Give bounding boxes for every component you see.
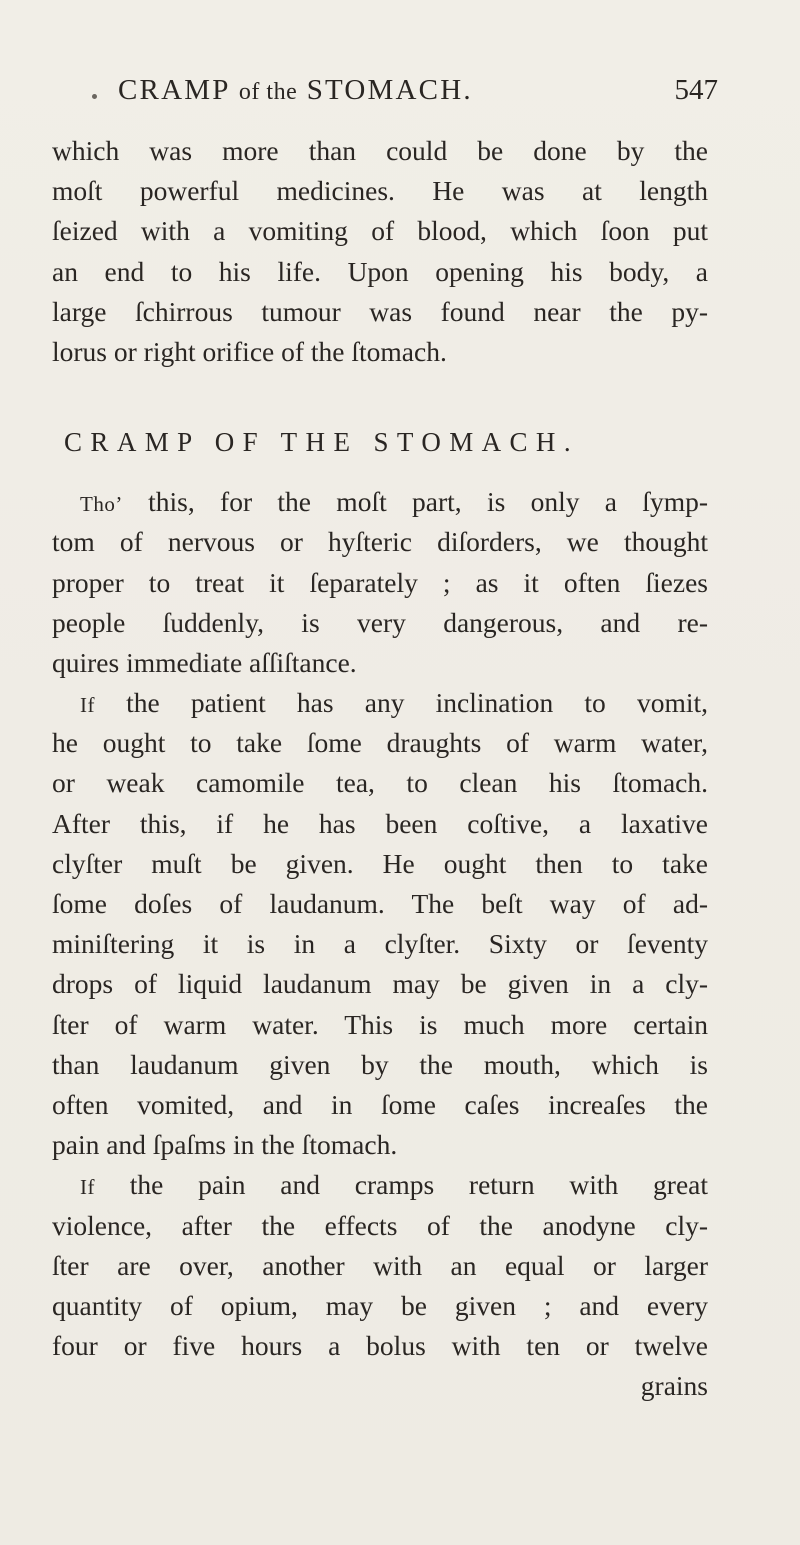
text-line: ſter are over, another with an equal or larger bbox=[52, 1249, 708, 1281]
page-number: 547 bbox=[674, 74, 718, 106]
text-line: four or five hours a bolus with ten or twelve bbox=[52, 1330, 708, 1362]
text-line: quantity of opium, may be given ; and every bbox=[52, 1289, 708, 1321]
text-line: moſt powerful medicines. He was at length bbox=[52, 175, 708, 207]
section-heading: CRAMP OF THE STOMACH. bbox=[64, 427, 579, 458]
first-line-rest: the patient has any inclination to vomit, bbox=[95, 687, 708, 719]
text-line: proper to treat it ſeparately ; as it often ſiezes bbox=[52, 566, 708, 598]
text-line: or weak camomile tea, to clean his ſtomach. bbox=[52, 767, 708, 799]
running-header bbox=[118, 74, 718, 114]
text-line bbox=[52, 683, 708, 723]
text-line: an end to his life. Upon opening his body, a bbox=[52, 255, 708, 287]
text-line: violence, after the effects of the anodyne cly- bbox=[52, 1209, 708, 1241]
text-line: After this, if he has been coſtive, a laxative bbox=[52, 807, 708, 839]
paragraph-continued bbox=[52, 131, 708, 372]
running-title-word-2: of the bbox=[238, 79, 298, 105]
text-line: often vomited, and in ſome caſes increaſes the bbox=[52, 1088, 708, 1120]
body-text bbox=[52, 131, 708, 1406]
text-line: tom of nervous or hyſteric diſorders, we thought bbox=[52, 526, 708, 558]
text-line: large ſchirrous tumour was found near the py- bbox=[52, 295, 708, 327]
paragraph-2 bbox=[52, 683, 708, 1165]
text-line: miniſtering it is in a clyſter. Sixty or ſeventy bbox=[52, 928, 708, 960]
text-line: drops of liquid laudanum may be given in a cly- bbox=[52, 968, 708, 1000]
text-line: lorus or right orifice of the ſtomach. bbox=[52, 335, 447, 367]
text-line: ſter of warm water. This is much more certain bbox=[52, 1008, 708, 1040]
running-title bbox=[118, 74, 473, 107]
text-line bbox=[52, 1165, 708, 1205]
small-caps-opening: If bbox=[80, 1175, 95, 1200]
text-line: pain and ſpaſms in the ſtomach. bbox=[52, 1129, 398, 1161]
text-line: he ought to take ſome draughts of warm water, bbox=[52, 727, 708, 759]
text-line: which was more than could be done by the bbox=[52, 135, 708, 166]
paragraph-3 bbox=[52, 1165, 708, 1366]
text-line: ſeized with a vomiting of blood, which ſoon put bbox=[52, 215, 708, 247]
paragraph-1 bbox=[52, 482, 708, 683]
text-line: people ſuddenly, is very dangerous, and re- bbox=[52, 606, 708, 638]
text-line: clyſter muſt be given. He ought then to take bbox=[52, 847, 708, 879]
text-line: than laudanum given by the mouth, which is bbox=[52, 1048, 708, 1080]
small-caps-opening: If bbox=[80, 693, 95, 718]
text-line bbox=[52, 482, 708, 522]
catchword: grains bbox=[640, 1370, 708, 1402]
running-title-word-1: CRAMP bbox=[118, 74, 230, 106]
first-line-rest: this, for the moſt part, is only a ſymp- bbox=[122, 486, 708, 518]
running-title-word-3: STOMACH. bbox=[306, 74, 473, 106]
text-line: ſome doſes of laudanum. The beſt way of ad- bbox=[52, 888, 708, 919]
first-line-rest: the pain and cramps return with great bbox=[95, 1169, 708, 1201]
text-line: quires immediate aſſiſtance. bbox=[52, 646, 357, 678]
small-caps-opening: Tho’ bbox=[80, 492, 123, 517]
header-dot bbox=[92, 94, 97, 99]
